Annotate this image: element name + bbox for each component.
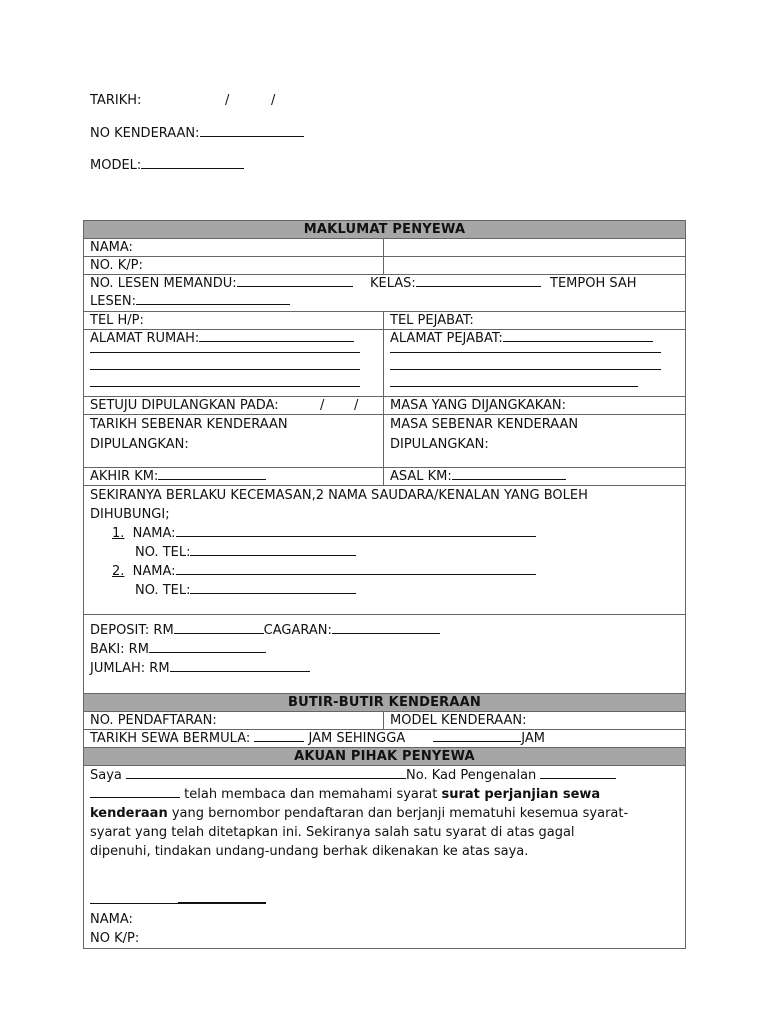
kecemasan-cell (84, 486, 686, 615)
no-lesen-label: NO. LESEN MEMANDU: (90, 276, 237, 291)
alamat-rumah-field-4[interactable] (90, 386, 360, 387)
model-kenderaan-cell[interactable] (384, 712, 686, 730)
tarikh-sebenar-line-2: DIPULANGKAN: (90, 437, 189, 452)
masa-sebenar-line-1: MASA SEBENAR KENDERAAN (390, 417, 579, 432)
alamat-pejabat-field-1[interactable] (503, 330, 653, 342)
akuan-cell (84, 766, 686, 949)
akhir-km-label: AKHIR KM: (90, 469, 159, 484)
saya-name-field[interactable] (126, 767, 406, 779)
akuan-text-1: telah membaca dan memahami syarat (184, 787, 438, 802)
akuan-line-2 (90, 785, 679, 804)
setuju-slash-2: / (354, 398, 359, 413)
contact-2-number: 2. (112, 564, 125, 579)
akuan-text-4: dipenuhi, tindakan undang-undang berhak dikenakan ke atas saya. (90, 844, 529, 859)
asal-km-label: ASAL KM: (390, 469, 452, 484)
tarikh-label: TARIKH: (90, 93, 142, 108)
masa-sebenar-cell[interactable] (384, 415, 686, 468)
cagaran-label: CAGARAN: (263, 623, 332, 638)
contact-1-name-row (90, 524, 679, 543)
kelas-label: KELAS: (370, 276, 416, 291)
no-pendaftaran-label: NO. PENDAFTARAN: (90, 713, 217, 728)
contact-1-name-field[interactable] (176, 525, 536, 537)
maklumat-penyewa-header: MAKLUMAT PENYEWA (84, 221, 686, 239)
no-kenderaan-field[interactable] (200, 125, 304, 137)
bayaran-cell (84, 615, 686, 694)
jumlah-label: JUMLAH: RM (90, 661, 170, 676)
akuan-text-3: syarat yang telah ditetapkan ini. Sekiranya salah satu syarat di atas gagal (90, 825, 575, 840)
akhir-km-field[interactable] (158, 468, 266, 480)
tarikh-slash-2: / (271, 93, 276, 108)
jam-sehingga-label: JAM SEHINGGA (308, 731, 406, 746)
no-lesen-field[interactable] (237, 275, 353, 287)
baki-row (90, 640, 679, 659)
contact-1-name-label: NAMA: (132, 526, 176, 541)
kelas-group (370, 275, 541, 292)
contact-1-tel-row (90, 543, 679, 562)
tarikh-sebenar-line-1: TARIKH SEBENAR KENDERAAN (90, 417, 288, 432)
deposit-row (90, 621, 679, 640)
baki-field[interactable] (149, 641, 266, 653)
setuju-label: SETUJU DIPULANGKAN PADA: (90, 398, 279, 413)
tarikh-sewa-field[interactable] (254, 730, 304, 742)
signature-line-2[interactable] (178, 891, 266, 904)
alamat-pejabat-field-4[interactable] (390, 386, 638, 387)
alamat-pejabat-field-2[interactable] (390, 352, 661, 353)
asal-km-cell (384, 468, 686, 486)
akuan-bold-1: surat perjanjian sewa (441, 787, 601, 802)
contact-2-name-field[interactable] (176, 563, 536, 575)
model-label: MODEL: (90, 158, 142, 173)
tel-hp-cell[interactable] (84, 312, 384, 330)
akhir-km-cell (84, 468, 384, 486)
cagaran-field[interactable] (332, 622, 440, 634)
tel-hp-label: TEL H/P: (90, 313, 144, 328)
lesen-cell (84, 275, 686, 312)
akuan-line-3 (90, 804, 679, 823)
no-pendaftaran-cell[interactable] (84, 712, 384, 730)
no-kenderaan-line (90, 125, 304, 141)
alamat-rumah-field-3[interactable] (90, 369, 360, 370)
butir-kenderaan-header: BUTIR-BUTIR KENDERAAN (84, 694, 686, 712)
alamat-pejabat-label: ALAMAT PEJABAT: (390, 331, 503, 346)
contact-2-tel-field[interactable] (190, 582, 356, 594)
akuan-no-kp-label: NO K/P: (90, 931, 140, 946)
alamat-rumah-cell (84, 330, 384, 397)
akuan-bold-2: kenderaan (90, 806, 168, 821)
rental-form-table (83, 220, 686, 949)
signature-row (90, 891, 679, 910)
model-line (90, 157, 244, 173)
contact-2-tel-label: NO. TEL: (135, 583, 191, 598)
contact-2-name-row (90, 562, 679, 581)
contact-2-tel-row (90, 581, 679, 600)
contact-2-name-label: NAMA: (132, 564, 176, 579)
contact-1-number: 1. (112, 526, 125, 541)
saya-label: Saya (90, 768, 122, 783)
asal-km-field[interactable] (452, 468, 566, 480)
tarikh-slash-1: / (225, 93, 230, 108)
tarikh-sewa-cell (84, 730, 686, 748)
no-kenderaan-label: NO KENDERAAN: (90, 126, 200, 141)
alamat-pejabat-cell (384, 330, 686, 397)
tel-pejabat-label: TEL PEJABAT: (390, 313, 474, 328)
no-kad-field-cont[interactable] (90, 786, 180, 798)
akuan-text-2: yang bernombor pendaftaran dan berjanji mematuhi kesemua syarat- (171, 806, 629, 821)
masa-dijangka-label: MASA YANG DIJANGKAKAN: (390, 398, 567, 413)
signature-line-1[interactable] (90, 892, 178, 904)
setuju-slash-1: / (320, 398, 325, 413)
model-kenderaan-label: MODEL KENDERAAN: (390, 713, 527, 728)
akuan-nama-label: NAMA: (90, 912, 133, 927)
alamat-rumah-field-2[interactable] (90, 352, 360, 353)
masa-dijangka-cell[interactable] (384, 397, 686, 415)
no-kp-cell[interactable] (84, 257, 384, 275)
tempoh-sah-label: TEMPOH SAH (550, 276, 637, 291)
tarikh-sebenar-cell[interactable] (84, 415, 384, 468)
masa-sebenar-line-2: DIPULANGKAN: (390, 437, 489, 452)
kecemasan-line-1: SEKIRANYA BERLAKU KECEMASAN,2 NAMA SAUDARA/KENALAN YANG BOLEH (90, 488, 588, 503)
nama-label: NAMA: (90, 240, 133, 255)
tarikh-line (90, 93, 276, 108)
alamat-pejabat-field-3[interactable] (390, 369, 661, 370)
jumlah-field[interactable] (170, 660, 310, 672)
lesen-field[interactable] (136, 293, 290, 305)
lesen-label: LESEN: (90, 294, 137, 309)
model-field[interactable] (141, 157, 244, 169)
no-kad-field[interactable] (540, 767, 616, 779)
no-kp-label: NO. K/P: (90, 258, 143, 273)
contact-1-tel-label: NO. TEL: (135, 545, 191, 560)
no-kad-label: No. Kad Pengenalan (406, 768, 537, 783)
jam-label: JAM (521, 731, 545, 746)
alamat-rumah-field-1[interactable] (199, 330, 354, 342)
baki-label: BAKI: RM (90, 642, 149, 657)
nama-value-cell[interactable] (384, 239, 686, 257)
kelas-field[interactable] (416, 275, 541, 287)
jumlah-row (90, 659, 679, 678)
deposit-field[interactable] (174, 622, 264, 634)
alamat-rumah-label: ALAMAT RUMAH: (90, 331, 200, 346)
tel-pejabat-cell[interactable] (384, 312, 686, 330)
deposit-label: DEPOSIT: RM (90, 623, 174, 638)
setuju-cell[interactable] (84, 397, 384, 415)
nama-cell[interactable] (84, 239, 384, 257)
kecemasan-line-2: DIHUBUNGI; (90, 507, 170, 522)
jam-sehingga-field[interactable] (433, 730, 521, 742)
contact-1-tel-field[interactable] (190, 544, 356, 556)
no-kp-value-cell[interactable] (384, 257, 686, 275)
akuan-line-1 (90, 766, 679, 785)
tarikh-sewa-label: TARIKH SEWA BERMULA: (90, 731, 251, 746)
akuan-header: AKUAN PIHAK PENYEWA (84, 748, 686, 766)
